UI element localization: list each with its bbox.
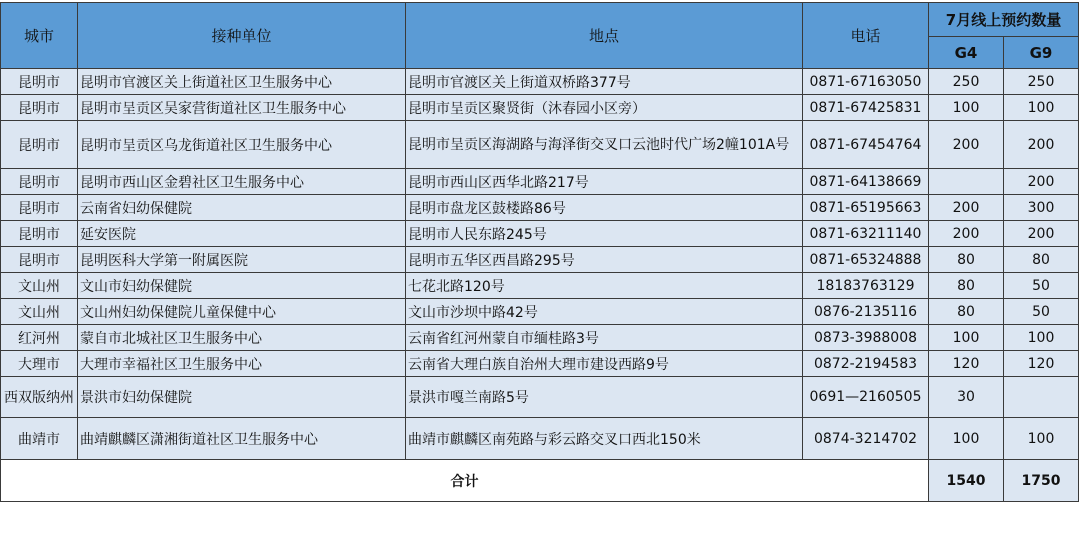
table-row [1, 169, 1079, 195]
table-row [1, 69, 1079, 95]
cell-phone: 0871-63211140 [803, 221, 929, 247]
cell-unit: 曲靖麒麟区潇湘街道社区卫生服务中心 [78, 418, 406, 460]
cell-g9: 80 [1004, 247, 1079, 273]
total-g4: 1540 [929, 460, 1004, 502]
table-row [1, 247, 1079, 273]
cell-unit: 蒙自市北城社区卫生服务中心 [78, 325, 406, 351]
cell-address: 文山市沙坝中路42号 [406, 299, 803, 325]
header-quota: 7月线上预约数量 [929, 3, 1079, 37]
cell-phone: 0691—2160505 [803, 377, 929, 418]
cell-phone: 0876-2135116 [803, 299, 929, 325]
cell-city: 昆明市 [1, 121, 78, 169]
cell-unit: 昆明市官渡区关上街道社区卫生服务中心 [78, 69, 406, 95]
cell-g9: 250 [1004, 69, 1079, 95]
cell-city: 昆明市 [1, 195, 78, 221]
cell-unit: 文山州妇幼保健院儿童保健中心 [78, 299, 406, 325]
cell-address: 昆明市呈贡区海湖路与海泽街交叉口云池时代广场2幢101A号 [406, 121, 803, 169]
vaccination-quota-table [0, 2, 1079, 502]
cell-g9: 100 [1004, 95, 1079, 121]
table-row [1, 325, 1079, 351]
header-unit: 接种单位 [78, 3, 406, 69]
cell-unit: 景洪市妇幼保健院 [78, 377, 406, 418]
cell-g4 [929, 169, 1004, 195]
cell-phone: 0871-67163050 [803, 69, 929, 95]
cell-address: 景洪市嘎兰南路5号 [406, 377, 803, 418]
table-row [1, 299, 1079, 325]
total-g9: 1750 [1004, 460, 1079, 502]
cell-g4: 250 [929, 69, 1004, 95]
cell-city: 文山州 [1, 299, 78, 325]
table-body [1, 69, 1079, 460]
cell-phone: 0871-67425831 [803, 95, 929, 121]
cell-city: 昆明市 [1, 169, 78, 195]
cell-phone: 0871-64138669 [803, 169, 929, 195]
cell-city: 西双版纳州 [1, 377, 78, 418]
total-row [1, 460, 1079, 502]
cell-address: 昆明市五华区西昌路295号 [406, 247, 803, 273]
cell-city: 大理市 [1, 351, 78, 377]
cell-address: 曲靖市麒麟区南苑路与彩云路交叉口西北150米 [406, 418, 803, 460]
cell-unit: 大理市幸福社区卫生服务中心 [78, 351, 406, 377]
cell-phone: 0874-3214702 [803, 418, 929, 460]
cell-phone: 0871-65195663 [803, 195, 929, 221]
cell-g9: 200 [1004, 121, 1079, 169]
cell-city: 昆明市 [1, 69, 78, 95]
cell-city: 昆明市 [1, 247, 78, 273]
cell-address: 昆明市人民东路245号 [406, 221, 803, 247]
cell-g4: 200 [929, 195, 1004, 221]
cell-phone: 0872-2194583 [803, 351, 929, 377]
cell-city: 曲靖市 [1, 418, 78, 460]
cell-g9: 50 [1004, 273, 1079, 299]
cell-g4: 100 [929, 418, 1004, 460]
cell-g9: 200 [1004, 169, 1079, 195]
cell-unit: 云南省妇幼保健院 [78, 195, 406, 221]
cell-unit: 文山市妇幼保健院 [78, 273, 406, 299]
cell-phone: 0871-67454764 [803, 121, 929, 169]
cell-city: 文山州 [1, 273, 78, 299]
cell-address: 昆明市盘龙区鼓楼路86号 [406, 195, 803, 221]
table-row [1, 95, 1079, 121]
cell-g9: 100 [1004, 418, 1079, 460]
cell-phone: 0873-3988008 [803, 325, 929, 351]
cell-unit: 昆明市呈贡区吴家营街道社区卫生服务中心 [78, 95, 406, 121]
cell-unit: 昆明市西山区金碧社区卫生服务中心 [78, 169, 406, 195]
header-g9: G9 [1004, 37, 1079, 69]
cell-g4: 80 [929, 247, 1004, 273]
table-row [1, 221, 1079, 247]
cell-g4: 200 [929, 221, 1004, 247]
table-row [1, 195, 1079, 221]
table-row [1, 418, 1079, 460]
cell-g9: 50 [1004, 299, 1079, 325]
cell-unit: 昆明医科大学第一附属医院 [78, 247, 406, 273]
cell-g9 [1004, 377, 1079, 418]
cell-g4: 80 [929, 299, 1004, 325]
cell-unit: 延安医院 [78, 221, 406, 247]
table-row [1, 121, 1079, 169]
cell-address: 昆明市西山区西华北路217号 [406, 169, 803, 195]
cell-unit: 昆明市呈贡区乌龙街道社区卫生服务中心 [78, 121, 406, 169]
cell-g4: 120 [929, 351, 1004, 377]
cell-address: 云南省红河州蒙自市缅桂路3号 [406, 325, 803, 351]
header-g4: G4 [929, 37, 1004, 69]
cell-g4: 100 [929, 325, 1004, 351]
cell-city: 昆明市 [1, 221, 78, 247]
cell-phone: 18183763129 [803, 273, 929, 299]
cell-city: 昆明市 [1, 95, 78, 121]
header-city: 城市 [1, 3, 78, 69]
header-address: 地点 [406, 3, 803, 69]
cell-address: 昆明市呈贡区聚贤街（沐春园小区旁） [406, 95, 803, 121]
table-row [1, 377, 1079, 418]
cell-address: 昆明市官渡区关上街道双桥路377号 [406, 69, 803, 95]
cell-city: 红河州 [1, 325, 78, 351]
cell-g9: 100 [1004, 325, 1079, 351]
cell-g9: 300 [1004, 195, 1079, 221]
cell-g9: 120 [1004, 351, 1079, 377]
total-label: 合计 [1, 460, 929, 502]
table-row [1, 273, 1079, 299]
cell-g4: 30 [929, 377, 1004, 418]
cell-address: 七花北路120号 [406, 273, 803, 299]
cell-g9: 200 [1004, 221, 1079, 247]
header-phone: 电话 [803, 3, 929, 69]
cell-phone: 0871-65324888 [803, 247, 929, 273]
cell-address: 云南省大理白族自治州大理市建设西路9号 [406, 351, 803, 377]
cell-g4: 80 [929, 273, 1004, 299]
cell-g4: 200 [929, 121, 1004, 169]
table-row [1, 351, 1079, 377]
cell-g4: 100 [929, 95, 1004, 121]
